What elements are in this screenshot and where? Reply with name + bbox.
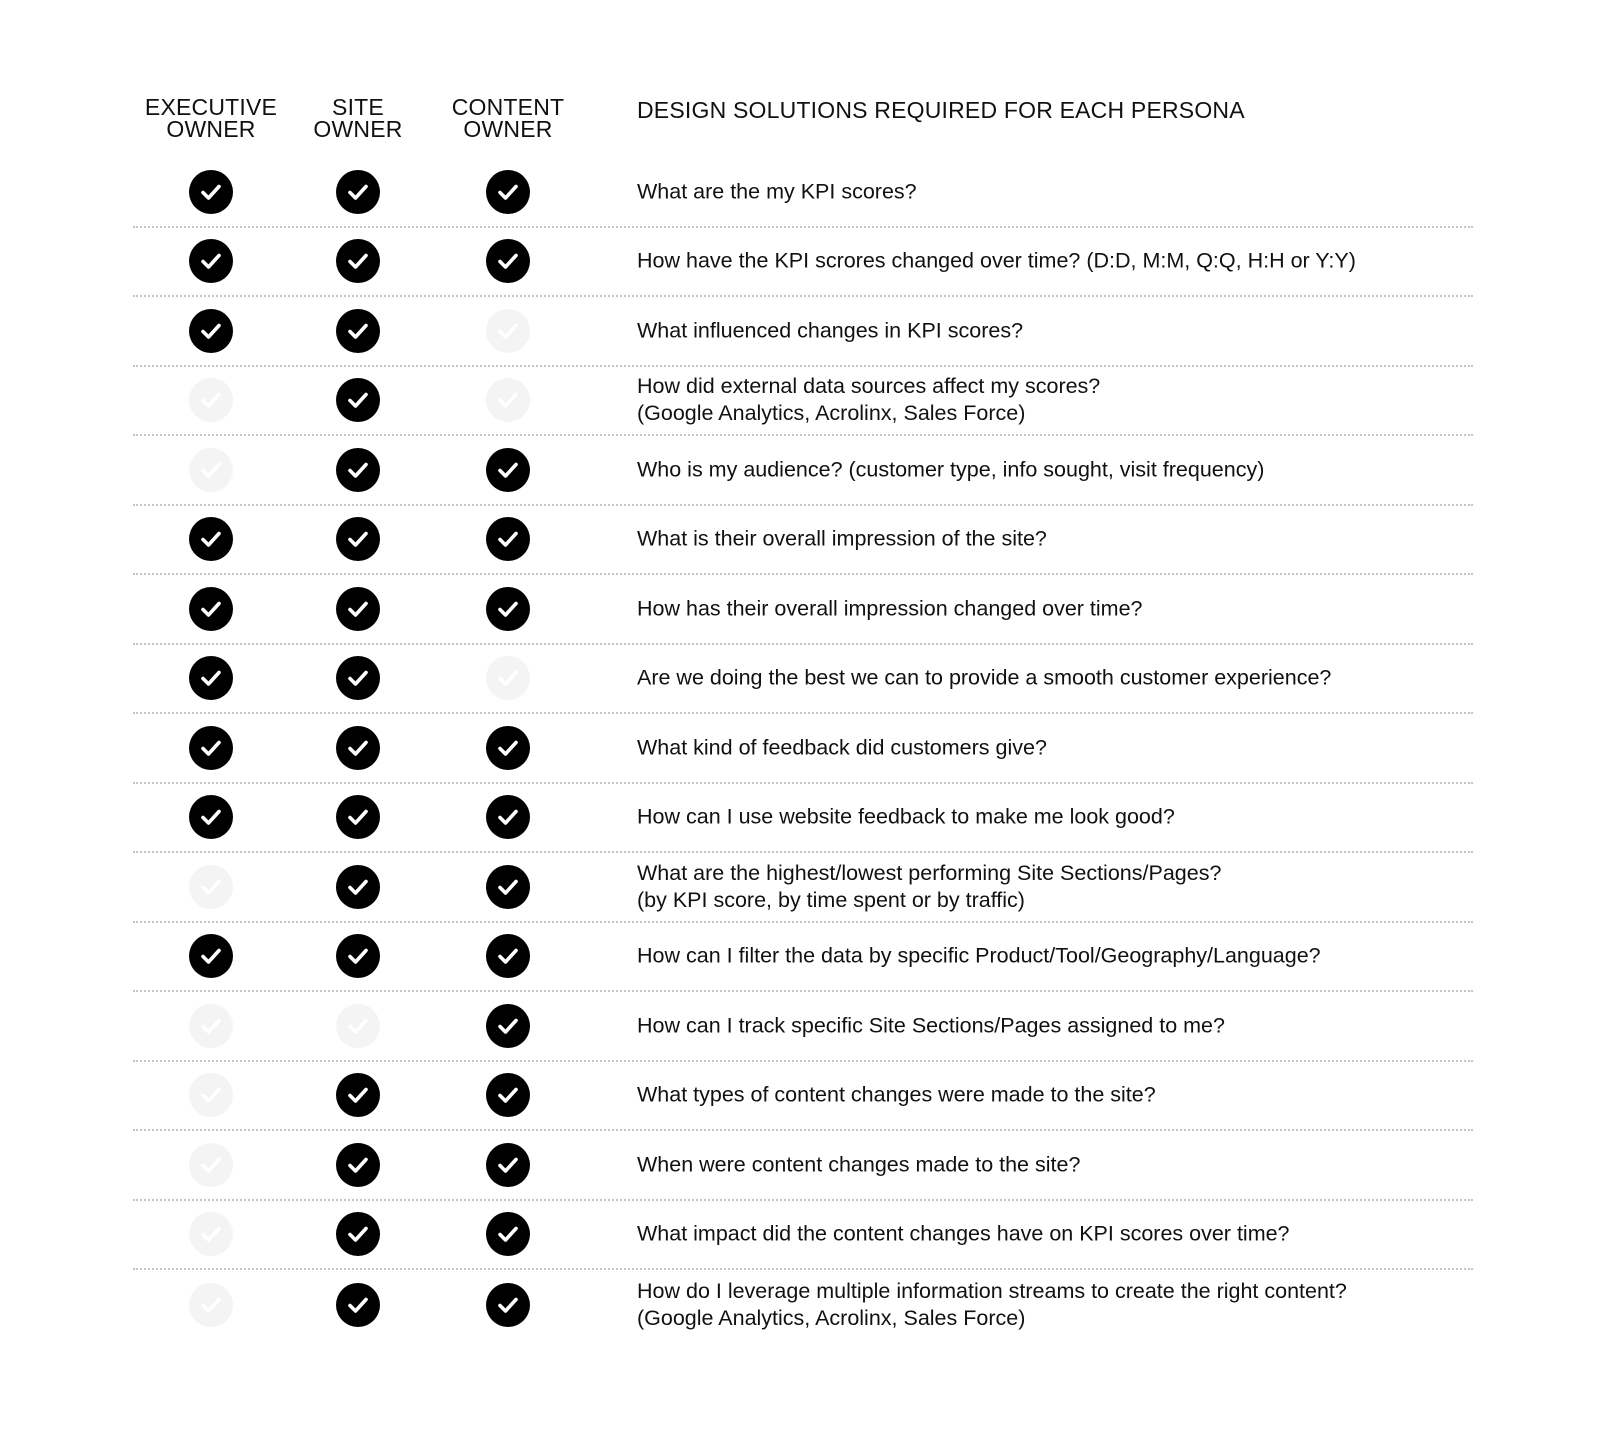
question-text xyxy=(637,317,1023,344)
check-on-executive-owner xyxy=(189,309,233,353)
question-text xyxy=(637,943,1321,970)
checkmark-icon xyxy=(198,596,224,622)
checkmark-icon xyxy=(198,1292,224,1318)
checkmark-icon xyxy=(345,874,371,900)
check-on-site-owner xyxy=(336,934,380,978)
checkmark-icon xyxy=(345,1082,371,1108)
question-line: How have the KPI scrores changed over time? (D:D, M:M, Q:Q, H:H or Y:Y) xyxy=(637,248,1356,273)
checkmark-icon xyxy=(495,1082,521,1108)
checkmark-icon xyxy=(198,874,224,900)
table-row xyxy=(133,784,1473,854)
question-line: What kind of feedback did customers give? xyxy=(637,735,1047,760)
table-row xyxy=(133,297,1473,367)
checkmark-icon xyxy=(345,526,371,552)
question-line: What are the highest/lowest performing Site Sections/Pages? xyxy=(637,860,1222,885)
checkmark-icon xyxy=(198,943,224,969)
check-on-content-owner xyxy=(486,1073,530,1117)
check-off-executive-owner xyxy=(189,1004,233,1048)
checkmark-icon xyxy=(495,665,521,691)
question-text xyxy=(637,1221,1290,1248)
checkmark-icon xyxy=(198,179,224,205)
check-on-content-owner xyxy=(486,448,530,492)
checkmark-icon xyxy=(345,179,371,205)
checkmark-icon xyxy=(198,248,224,274)
checkmark-icon xyxy=(345,1221,371,1247)
question-line: What are the my KPI scores? xyxy=(637,179,917,204)
question-line: How do I leverage multiple information streams to create the right content? xyxy=(637,1278,1347,1303)
checkmark-icon xyxy=(198,318,224,344)
check-on-content-owner xyxy=(486,795,530,839)
question-line: What influenced changes in KPI scores? xyxy=(637,318,1024,343)
checkmark-icon xyxy=(345,387,371,413)
question-line: Are we doing the best we can to provide a smooth customer experience? xyxy=(637,665,1332,690)
question-text xyxy=(637,1012,1225,1039)
table-row xyxy=(133,1062,1473,1132)
question-line: When were content changes made to the site? xyxy=(637,1152,1081,1177)
checkmark-icon xyxy=(345,457,371,483)
checkmark-icon xyxy=(495,318,521,344)
check-off-executive-owner xyxy=(189,448,233,492)
checkmark-icon xyxy=(345,596,371,622)
table-row xyxy=(133,992,1473,1062)
question-text xyxy=(637,804,1175,831)
question-text xyxy=(637,373,1100,427)
table-row xyxy=(133,645,1473,715)
check-off-executive-owner xyxy=(189,1212,233,1256)
check-on-executive-owner xyxy=(189,934,233,978)
column-header-line: OWNER xyxy=(313,116,403,142)
question-text xyxy=(637,1278,1347,1332)
check-on-site-owner xyxy=(336,309,380,353)
check-on-content-owner xyxy=(486,170,530,214)
checkmark-icon xyxy=(345,1013,371,1039)
check-off-content-owner xyxy=(486,656,530,700)
check-on-executive-owner xyxy=(189,170,233,214)
checkmark-icon xyxy=(198,804,224,830)
check-on-site-owner xyxy=(336,1073,380,1117)
question-line: (by KPI score, by time spent or by traffic) xyxy=(637,887,1025,912)
check-on-site-owner xyxy=(336,239,380,283)
check-on-content-owner xyxy=(486,587,530,631)
check-off-site-owner xyxy=(336,1004,380,1048)
check-on-site-owner xyxy=(336,726,380,770)
check-on-site-owner xyxy=(336,1212,380,1256)
check-on-executive-owner xyxy=(189,239,233,283)
question-text xyxy=(637,595,1143,622)
checkmark-icon xyxy=(198,735,224,761)
column-header-content-owner xyxy=(438,96,578,140)
question-line: How can I track specific Site Sections/Pages assigned to me? xyxy=(637,1013,1225,1038)
check-on-site-owner xyxy=(336,587,380,631)
checkmark-icon xyxy=(345,1292,371,1318)
table-row xyxy=(133,158,1473,228)
check-on-executive-owner xyxy=(189,587,233,631)
checkmark-icon xyxy=(198,665,224,691)
check-off-executive-owner xyxy=(189,1283,233,1327)
checkmark-icon xyxy=(495,596,521,622)
check-on-site-owner xyxy=(336,170,380,214)
checkmark-icon xyxy=(495,735,521,761)
checkmark-icon xyxy=(495,1152,521,1178)
check-on-content-owner xyxy=(486,239,530,283)
check-off-content-owner xyxy=(486,378,530,422)
checkmark-icon xyxy=(345,804,371,830)
checkmark-icon xyxy=(345,248,371,274)
question-text xyxy=(637,248,1356,275)
check-on-site-owner xyxy=(336,865,380,909)
column-header-line: OWNER xyxy=(463,116,553,142)
check-on-executive-owner xyxy=(189,795,233,839)
check-on-site-owner xyxy=(336,656,380,700)
question-line: What impact did the content changes have on KPI scores over time? xyxy=(637,1221,1290,1246)
checkmark-icon xyxy=(198,1082,224,1108)
check-on-site-owner xyxy=(336,517,380,561)
check-off-executive-owner xyxy=(189,1073,233,1117)
question-text xyxy=(637,1151,1080,1178)
matrix-rows xyxy=(133,158,1473,1350)
check-off-executive-owner xyxy=(189,378,233,422)
checkmark-icon xyxy=(345,665,371,691)
checkmark-icon xyxy=(345,318,371,344)
table-row xyxy=(133,436,1473,506)
question-line: What types of content changes were made to the site? xyxy=(637,1082,1156,1107)
question-line: Who is my audience? (customer type, info sought, visit frequency) xyxy=(637,457,1265,482)
checkmark-icon xyxy=(198,1013,224,1039)
table-row xyxy=(133,1131,1473,1201)
question-line: (Google Analytics, Acrolinx, Sales Force) xyxy=(637,1305,1026,1330)
check-on-executive-owner xyxy=(189,726,233,770)
question-line: How can I filter the data by specific Product/Tool/Geography/Language? xyxy=(637,943,1321,968)
question-line: How has their overall impression changed over time? xyxy=(637,596,1143,621)
checkmark-icon xyxy=(198,457,224,483)
question-line: How did external data sources affect my scores? xyxy=(637,374,1101,399)
check-on-content-owner xyxy=(486,1212,530,1256)
table-row xyxy=(133,923,1473,993)
column-header-line: SITE xyxy=(332,94,384,120)
check-on-site-owner xyxy=(336,378,380,422)
column-header-design-solutions: DESIGN SOLUTIONS REQUIRED FOR EACH PERSONA xyxy=(637,97,1245,123)
checkmark-icon xyxy=(345,1152,371,1178)
table-row xyxy=(133,506,1473,576)
question-text xyxy=(637,1082,1156,1109)
column-header-line: CONTENT xyxy=(451,94,565,120)
check-on-executive-owner xyxy=(189,656,233,700)
checkmark-icon xyxy=(495,248,521,274)
table-row xyxy=(133,228,1473,298)
checkmark-icon xyxy=(495,1013,521,1039)
checkmark-icon xyxy=(495,179,521,205)
checkmark-icon xyxy=(495,804,521,830)
check-on-site-owner xyxy=(336,795,380,839)
check-on-executive-owner xyxy=(189,517,233,561)
question-line: What is their overall impression of the site? xyxy=(637,526,1047,551)
checkmark-icon xyxy=(495,387,521,413)
question-text xyxy=(637,526,1047,553)
question-text xyxy=(637,860,1221,914)
checkmark-icon xyxy=(495,457,521,483)
table-row xyxy=(133,575,1473,645)
check-on-content-owner xyxy=(486,934,530,978)
question-text xyxy=(637,456,1264,483)
check-on-content-owner xyxy=(486,1004,530,1048)
checkmark-icon xyxy=(345,943,371,969)
check-on-content-owner xyxy=(486,517,530,561)
column-header-site-owner xyxy=(288,96,428,140)
table-row xyxy=(133,1201,1473,1271)
table-row xyxy=(133,367,1473,437)
check-on-site-owner xyxy=(336,1283,380,1327)
check-on-content-owner xyxy=(486,865,530,909)
table-row xyxy=(133,714,1473,784)
column-header-executive-owner xyxy=(141,96,281,140)
column-header-line: EXECUTIVE xyxy=(144,94,278,120)
persona-matrix xyxy=(133,0,1473,1350)
checkmark-icon xyxy=(495,943,521,969)
column-header-line: OWNER xyxy=(166,116,256,142)
table-row xyxy=(133,853,1473,923)
checkmark-icon xyxy=(198,387,224,413)
matrix-header xyxy=(133,0,1473,158)
checkmark-icon xyxy=(495,526,521,552)
question-text xyxy=(637,734,1047,761)
check-on-site-owner xyxy=(336,448,380,492)
check-on-content-owner xyxy=(486,726,530,770)
question-text xyxy=(637,178,917,205)
checkmark-icon xyxy=(495,1221,521,1247)
check-on-content-owner xyxy=(486,1283,530,1327)
question-line: How can I use website feedback to make me look good? xyxy=(637,804,1175,829)
table-row xyxy=(133,1270,1473,1350)
checkmark-icon xyxy=(495,1292,521,1318)
check-off-content-owner xyxy=(486,309,530,353)
question-text xyxy=(637,665,1331,692)
checkmark-icon xyxy=(198,1221,224,1247)
checkmark-icon xyxy=(198,1152,224,1178)
check-on-content-owner xyxy=(486,1143,530,1187)
question-line: (Google Analytics, Acrolinx, Sales Force) xyxy=(637,401,1026,426)
checkmark-icon xyxy=(198,526,224,552)
checkmark-icon xyxy=(495,874,521,900)
check-off-executive-owner xyxy=(189,1143,233,1187)
check-off-executive-owner xyxy=(189,865,233,909)
check-on-site-owner xyxy=(336,1143,380,1187)
checkmark-icon xyxy=(345,735,371,761)
